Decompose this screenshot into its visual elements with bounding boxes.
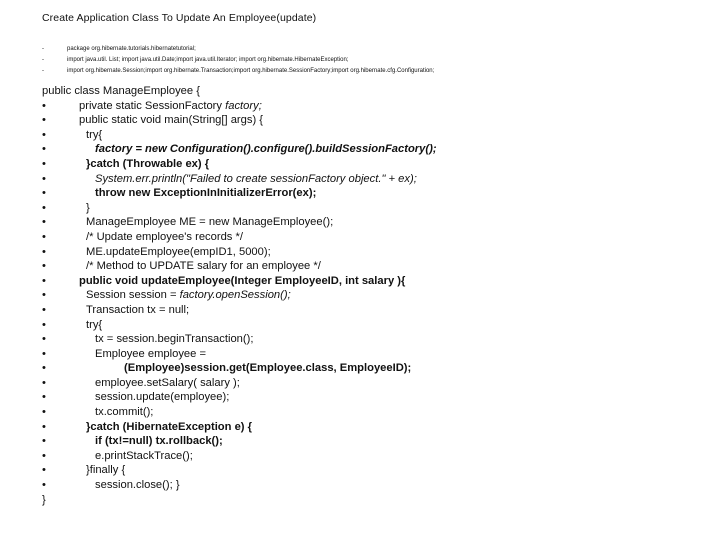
code-text: session.update(employee); [95,391,230,404]
code-text: System.err.println("Failed to create sessionFactory object." + ex); [95,172,417,185]
code-text: public void updateEmployee(Integer EmployeeID, int salary ){ [79,274,406,287]
code-bullet: • [42,143,46,156]
code-text: employee.setSalary( salary ); [95,376,240,389]
code-text: }catch (HibernateException e) { [86,420,252,433]
code-text: try{ [86,128,103,141]
code-bullet: • [42,449,46,462]
code-text: Employee employee = [95,347,207,360]
code-text: }catch (Throwable ex) { [86,157,210,170]
import-bullet: - [42,46,44,52]
code-bullet: • [42,420,46,433]
code-text: }finally { [86,464,126,477]
code-bullet: • [42,201,46,214]
code-bullet: • [42,187,46,200]
code-bullet: • [42,303,46,316]
code-text: tx.commit(); [95,406,154,419]
code-text: Transaction tx = null; [86,303,190,316]
code-bullet: • [42,128,46,141]
import-bullet: - [42,57,44,63]
slide-title: Create Application Class To Update An Employee(update) [42,12,317,24]
code-bullet: • [42,406,46,419]
code-bullet: • [42,391,46,404]
code-bullet: • [42,157,46,170]
code-bullet: • [42,245,46,258]
import-text: import org.hibernate.Session;import org.hibernate.Transaction;import org.hibernate.SessionFactory;import org.hibernate.cfg.Configuration; [67,68,435,74]
code-bullet: • [42,172,46,185]
code-bullet: • [42,464,46,477]
import-bullet: - [42,68,44,74]
code-text: Session session = factory.openSession(); [86,289,291,302]
code-bullet: • [42,230,46,243]
code-text: throw new ExceptionInInitializerError(ex); [95,187,317,200]
code-bullet: • [42,114,46,127]
code-text: private static SessionFactory factory; [79,99,262,112]
class-declaration: public class ManageEmployee { [42,85,200,97]
code-bullet: • [42,347,46,360]
code-bullet: • [42,274,46,287]
code-text: ManageEmployee ME = new ManageEmployee(); [86,216,334,229]
code-bullet: • [42,479,46,492]
code-text: if (tx!=null) tx.rollback(); [95,435,223,448]
import-text: import java.util. List; import java.util.Date;import java.util.Iterator; import org.hibernate.HibernateException; [67,57,349,63]
code-text: factory = new Configuration().configure().buildSessionFactory(); [95,143,437,156]
code-text: e.printStackTrace(); [95,449,193,462]
code-bullet: • [42,362,46,375]
code-bullet: • [42,318,46,331]
import-text: package org.hibernate.tutorials.hibernatetutorial; [67,46,196,52]
code-text: /* Update employee's records */ [86,230,243,243]
code-text: } [86,201,90,214]
code-text: /* Method to UPDATE salary for an employee */ [86,260,321,273]
code-text: (Employee)session.get(Employee.class, EmployeeID); [124,362,412,375]
code-text: public static void main(String[] args) { [79,114,264,127]
code-text: session.close(); } [95,479,180,492]
code-text: ME.updateEmployee(empID1, 5000); [86,245,271,258]
closing-brace: } [42,493,46,506]
code-text: try{ [86,318,103,331]
code-bullet: • [42,99,46,112]
code-bullet: • [42,333,46,346]
code-bullet: • [42,216,46,229]
code-bullet: • [42,289,46,302]
code-text: tx = session.beginTransaction(); [95,333,254,346]
code-bullet: • [42,376,46,389]
code-bullet: • [42,435,46,448]
code-bullet: • [42,260,46,273]
